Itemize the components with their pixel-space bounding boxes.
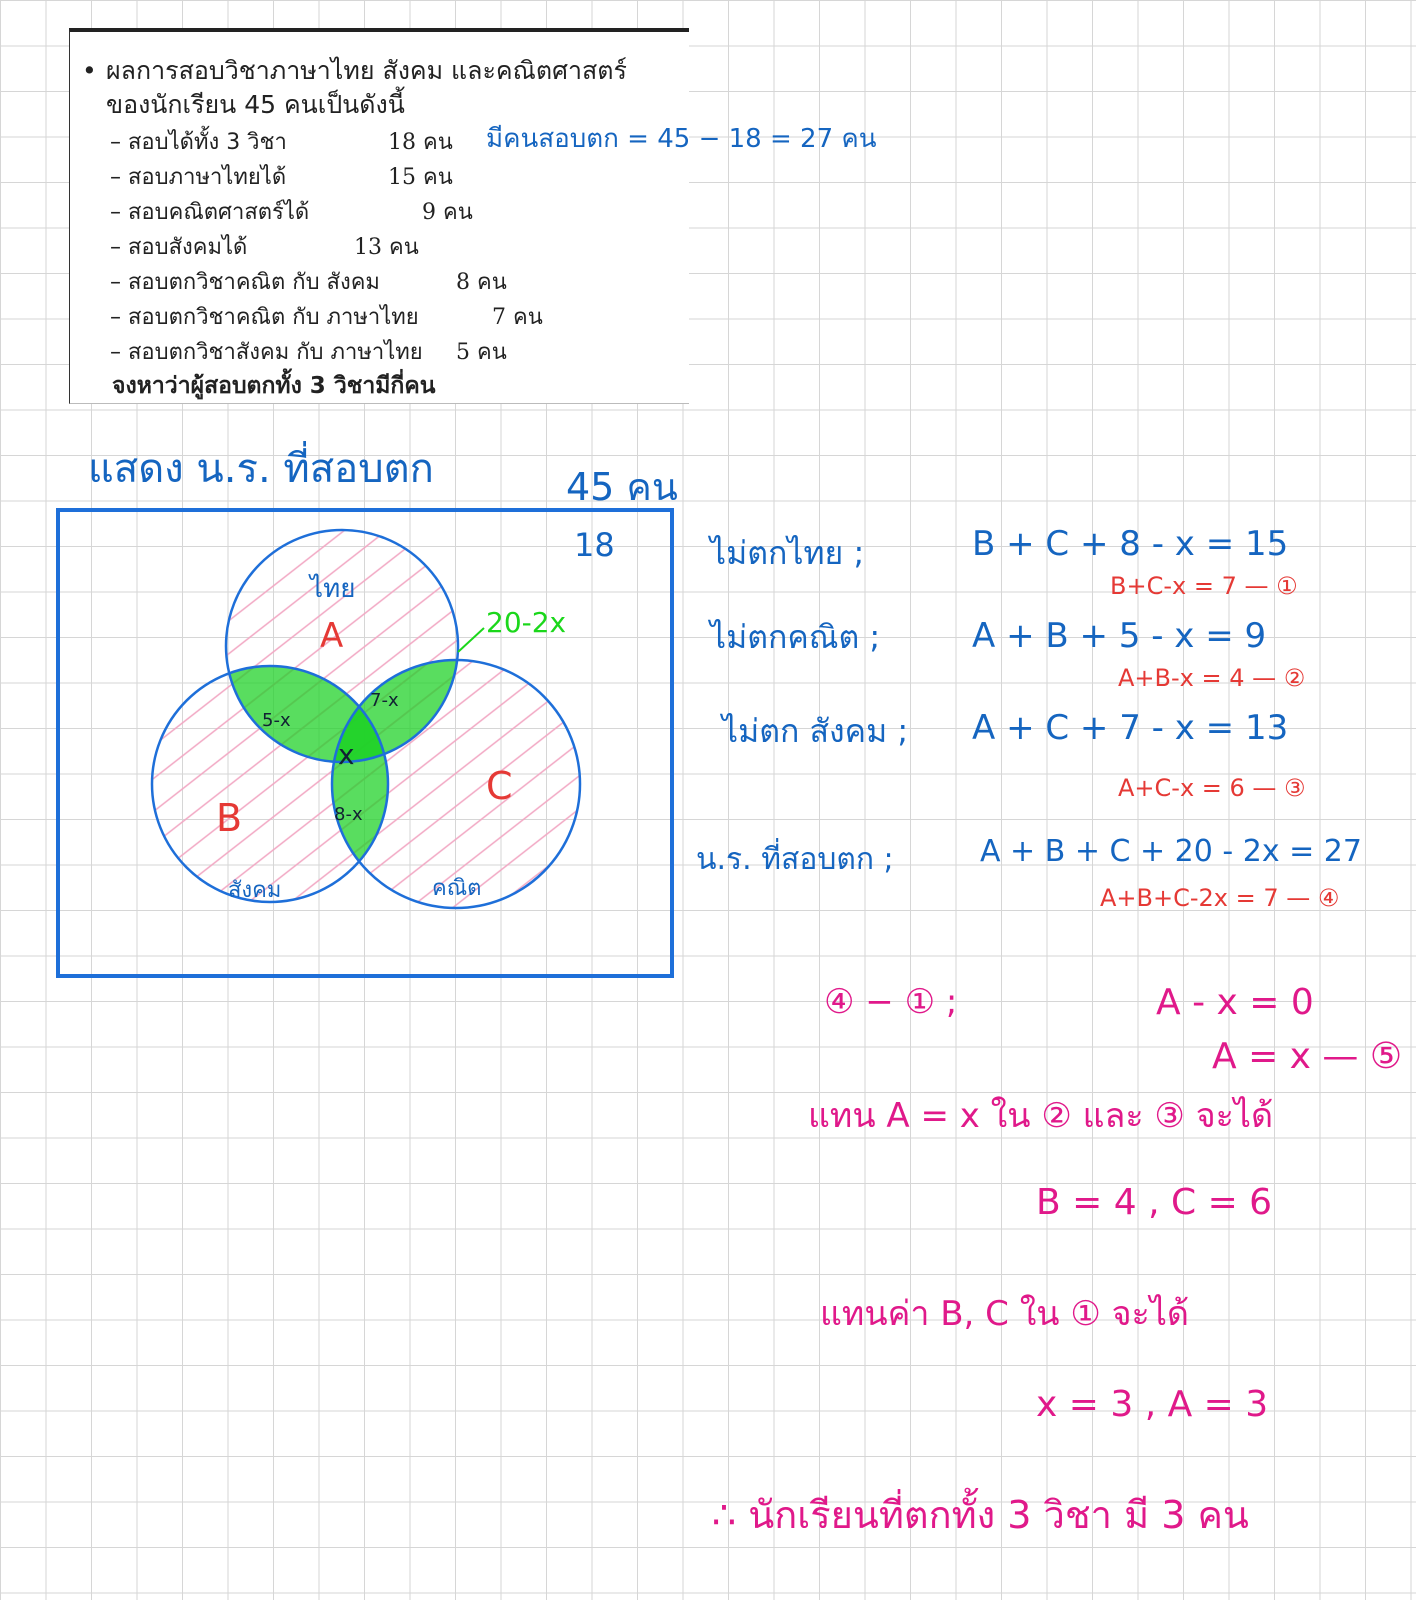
eq-derived: A+C-x = 6 — ③ [1118, 774, 1306, 802]
eq-derived: A+B+C-2x = 7 — ④ [1100, 884, 1340, 912]
row-count: 5 คน [456, 340, 507, 365]
row-label: – สอบตกวิชาคณิต กับ สังคม [110, 270, 380, 295]
region-bc-label: 8-x [334, 804, 363, 825]
result-1: B = 4 , C = 6 [1036, 1182, 1273, 1223]
eq-main: A + B + 5 - x = 9 [972, 616, 1267, 656]
row-count: 13 คน [354, 235, 419, 260]
eq-heading: ไม่ตกไทย ; [710, 534, 865, 572]
math-label: คณิต [432, 876, 482, 901]
thai-label: ไทย [310, 574, 356, 604]
set-b-label: B [216, 796, 243, 840]
region-ab-label: 5-x [262, 710, 291, 731]
eq-derived: A+B-x = 4 — ② [1118, 664, 1306, 692]
step1-b: A = x — ⑤ [1212, 1036, 1403, 1077]
row-count: 9 คน [422, 200, 473, 225]
green-note: 20-2x [486, 606, 567, 639]
conclusion: ∴ นักเรียนที่ตกทั้ง 3 วิชา มี 3 คน [712, 1493, 1249, 1537]
row-label: – สอบคณิตศาสตร์ได้ [110, 200, 310, 225]
eq-derived: B+C-x = 7 — ① [1110, 572, 1298, 600]
social-label: สังคม [228, 878, 282, 903]
row-label: – สอบภาษาไทยได้ [110, 165, 287, 190]
problem-intro-2: ของนักเรียน 45 คนเป็นดังนี้ [106, 90, 405, 119]
result-2: x = 3 , A = 3 [1036, 1384, 1269, 1425]
region-ac-label: 7-x [370, 690, 399, 711]
bullet-icon: • [82, 56, 97, 85]
row-label: – สอบสังคมได้ [110, 235, 248, 260]
substitution-1: แทน A = x ใน ② และ ③ จะได้ [808, 1096, 1274, 1136]
row-label: – สอบตกวิชาสังคม กับ ภาษาไทย [110, 340, 423, 365]
fail-total-note: มีคนสอบตก = 45 − 18 = 27 คน [486, 124, 877, 154]
row-count: 18 คน [388, 130, 453, 155]
step1-a: A - x = 0 [1156, 982, 1314, 1023]
green-pointer [458, 628, 484, 652]
problem-question: จงหาว่าผู้สอบตกทั้ง 3 วิชามีกี่คน [112, 373, 436, 399]
row-label: – สอบได้ทั้ง 3 วิชา [110, 130, 287, 155]
eq-main: B + C + 8 - x = 15 [972, 524, 1289, 564]
row-count: 8 คน [456, 270, 507, 295]
total-students: 45 คน [566, 465, 678, 509]
substitution-2: แทนค่า B, C ใน ① จะได้ [820, 1294, 1190, 1334]
diagram-title: แสดง น.ร. ที่สอบตก [88, 446, 434, 492]
eq-heading: น.ร. ที่สอบตก ; [696, 842, 894, 877]
center-label: x [338, 738, 355, 771]
step1-label: ④ − ① ; [824, 982, 958, 1022]
outside-count: 18 [574, 526, 615, 564]
set-a-label: A [320, 616, 344, 656]
row-count: 15 คน [388, 165, 453, 190]
problem-intro: ผลการสอบวิชาภาษาไทย สังคม และคณิตศาสตร์ [106, 56, 627, 85]
row-label: – สอบตกวิชาคณิต กับ ภาษาไทย [110, 305, 419, 330]
eq-main: A + C + 7 - x = 13 [972, 708, 1289, 748]
set-c-label: C [486, 764, 513, 808]
eq-heading: ไม่ตก สังคม ; [722, 712, 909, 750]
eq-heading: ไม่ตกคณิต ; [710, 618, 881, 656]
row-count: 7 คน [492, 305, 543, 330]
eq-main: A + B + C + 20 - 2x = 27 [980, 834, 1362, 869]
